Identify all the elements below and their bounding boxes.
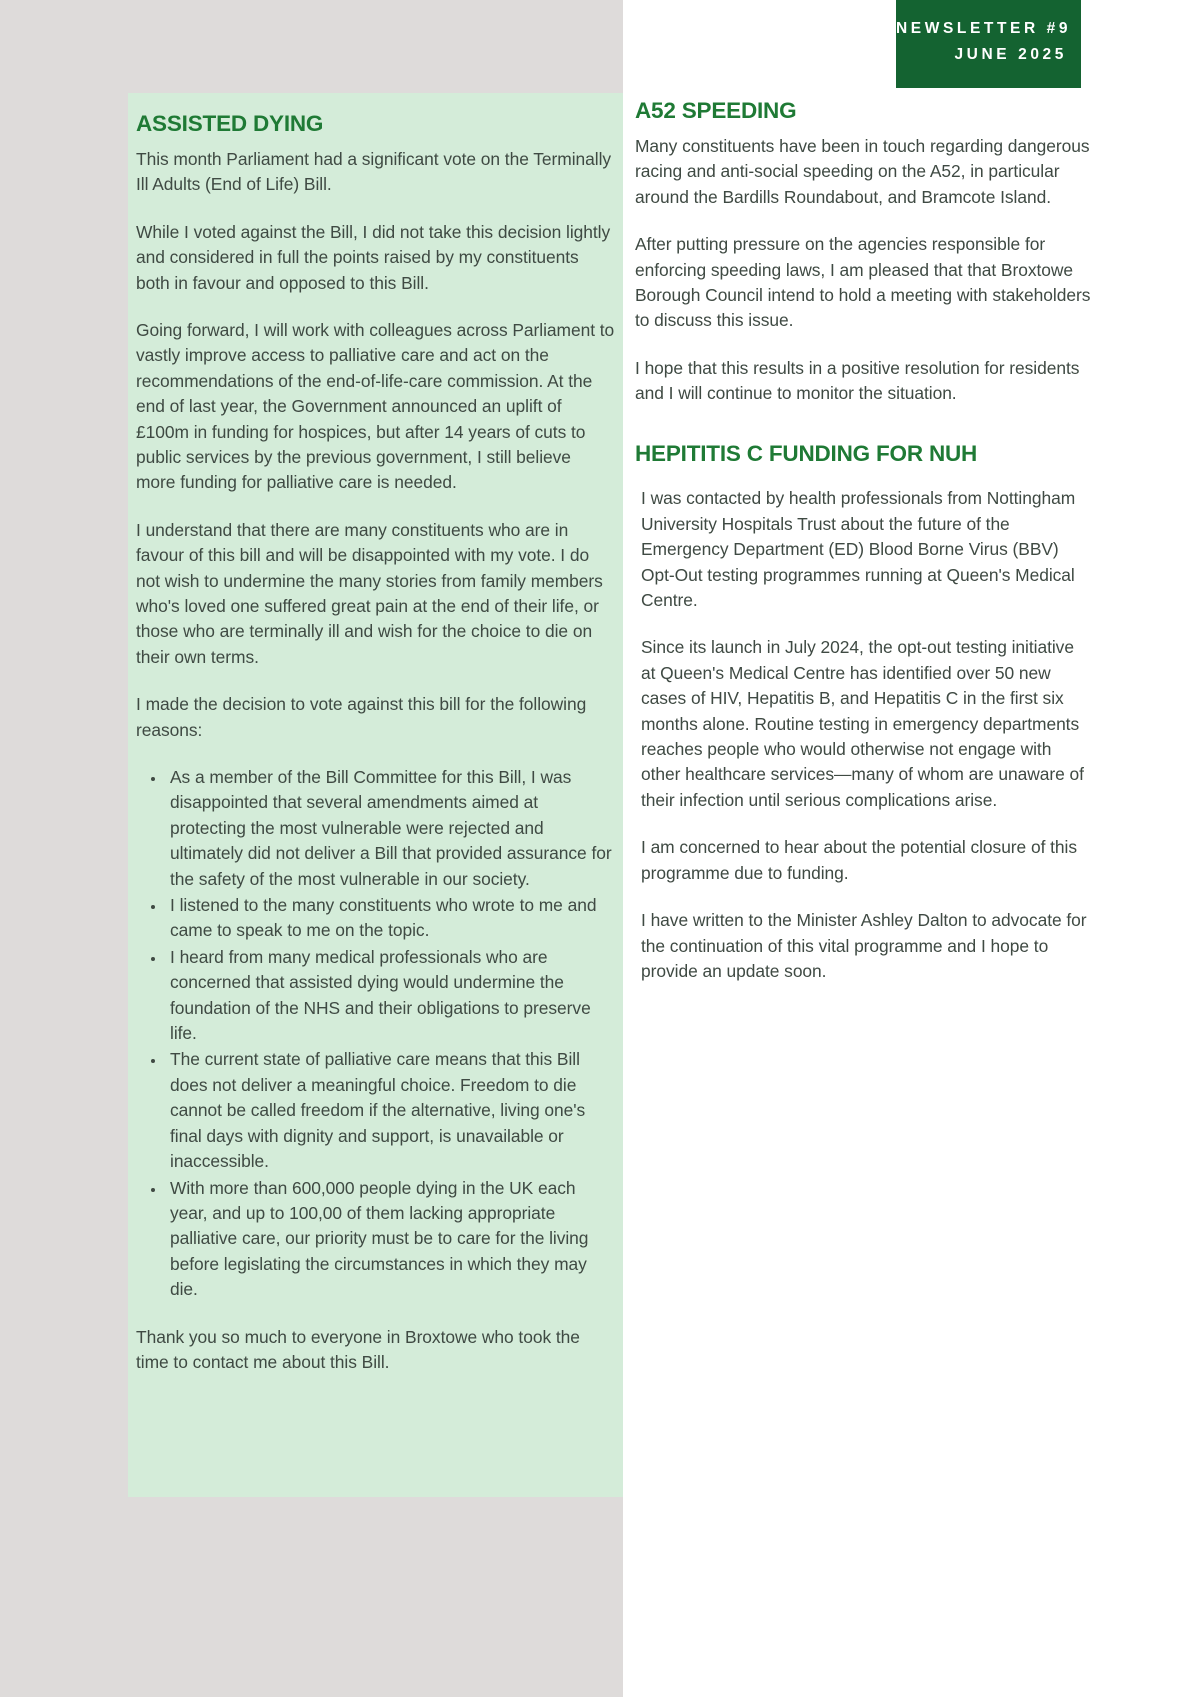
assisted-dying-paragraph-2: While I voted against the Bill, I did not take this decision lightly and considered in full the points raised by my constituents both in favour and opposed to this Bill. [136, 221, 611, 293]
a52-paragraph-1: Many constituents have been in touch regarding dangerous racing and anti-social speeding on the A52, in particular around the Bardills Roundabout, and Bramcote Island. [635, 135, 1090, 207]
assisted-dying-closing: Thank you so much to everyone in Broxtowe who took the time to contact me about this Bill. [136, 1326, 580, 1372]
a52-paragraph-3: I hope that this results in a positive resolution for residents and I will continue to monitor the situation. [635, 357, 1080, 404]
masthead-date-line: JUNE 2025 [954, 46, 1067, 63]
list-item: • The current state of palliative care means that this Bill does not deliver a meaningful choice. Freedom to die cannot be called freedom if the alternative, living one's final days with dignity and support, is unavailable or inaccessible. [166, 1047, 615, 1174]
assisted-dying-paragraph-4: I understand that there are many constituents who are in favour of this bill and will be disappointed with my vote. I do not wish to undermine the many stories from family members who's loved one suffered great pain at the end of their life, or those who are terminally ill and wish for the choice to die on their own terms. [136, 519, 603, 667]
hepatitis-paragraph-2: Since its launch in July 2024, the opt-out testing initiative at Queen's Medical Centre has identified over 50 new cases of HIV, Hepatitis B, and Hepatitis C in the first six months alone. Routine testing in emergency departments reaches people who would otherwise not engage with other healthcare services—many of whom are unaware of their infection until serious complications arise. [641, 637, 1084, 810]
list-item: • I heard from many medical professionals who are concerned that assisted dying would undermine the foundation of the NHS and their obligations to preserve life. [166, 945, 615, 1047]
assisted-dying-title: ASSISTED DYING [136, 111, 324, 136]
list-item: • I listened to the many constituents who wrote to me and came to speak to me on the topic. [166, 893, 615, 944]
spacer [641, 476, 1093, 486]
assisted-dying-paragraph-3: Going forward, I will work with colleagues across Parliament to vastly improve access to palliative care and act on the recommendations of the end-of-life-care commission. At the end of last year, the Government announced an uplift of £100m in funding for hospices, but after 14 years of cuts to public services by the previous government, I still believe more funding for palliative care is needed. [136, 319, 615, 493]
hepatitis-paragraph-3: I am concerned to hear about the potential closure of this programme due to funding. [641, 837, 1078, 883]
assisted-dying-paragraph-1: This month Parliament had a significant vote on the Terminally Ill Adults (End of Life) Bill. [136, 148, 612, 195]
assisted-dying-card [128, 93, 623, 1497]
hepatitis-funding-title: HEPITITIS C FUNDING FOR NUH [635, 440, 978, 466]
hepatitis-funding-body [635, 476, 1093, 984]
masthead-banner [896, 0, 1081, 88]
assisted-dying-reasons-list [136, 765, 615, 1303]
list-item: • As a member of the Bill Committee for this Bill, I was disappointed that several amendments aimed at protecting the most vulnerable were rejected and ultimately did not deliver a Bill that provided assurance for the safety of the most vulnerable in our society. [166, 765, 615, 892]
hepatitis-paragraph-1: I was contacted by health professionals from Nottingham University Hospitals Trust about the future of the Emergency Department (ED) Blood Borne Virus (BBV) Opt-Out testing programmes running at Queen's Medical Centre. [641, 488, 1076, 611]
right-column [635, 98, 1093, 984]
a52-paragraph-2: After putting pressure on the agencies responsible for enforcing speeding laws, I am pleased that that Broxtowe Borough Council intend to hold a meeting with stakeholders to discuss this issue. [635, 234, 1091, 331]
list-item: • With more than 600,000 people dying in the UK each year, and up to 100,00 of them lacking appropriate palliative care, our priority must be to care for the living before legislating the circumstances in which they may die. [166, 1176, 615, 1303]
hepatitis-paragraph-4: I have written to the Minister Ashley Dalton to advocate for the continuation of this vital programme and I hope to provide an update soon. [641, 910, 1087, 981]
assisted-dying-paragraph-5: I made the decision to vote against this bill for the following reasons: [136, 694, 587, 740]
masthead-issue-line: NEWSLETTER #9 [896, 20, 1072, 37]
a52-speeding-title: A52 SPEEDING [635, 98, 797, 123]
